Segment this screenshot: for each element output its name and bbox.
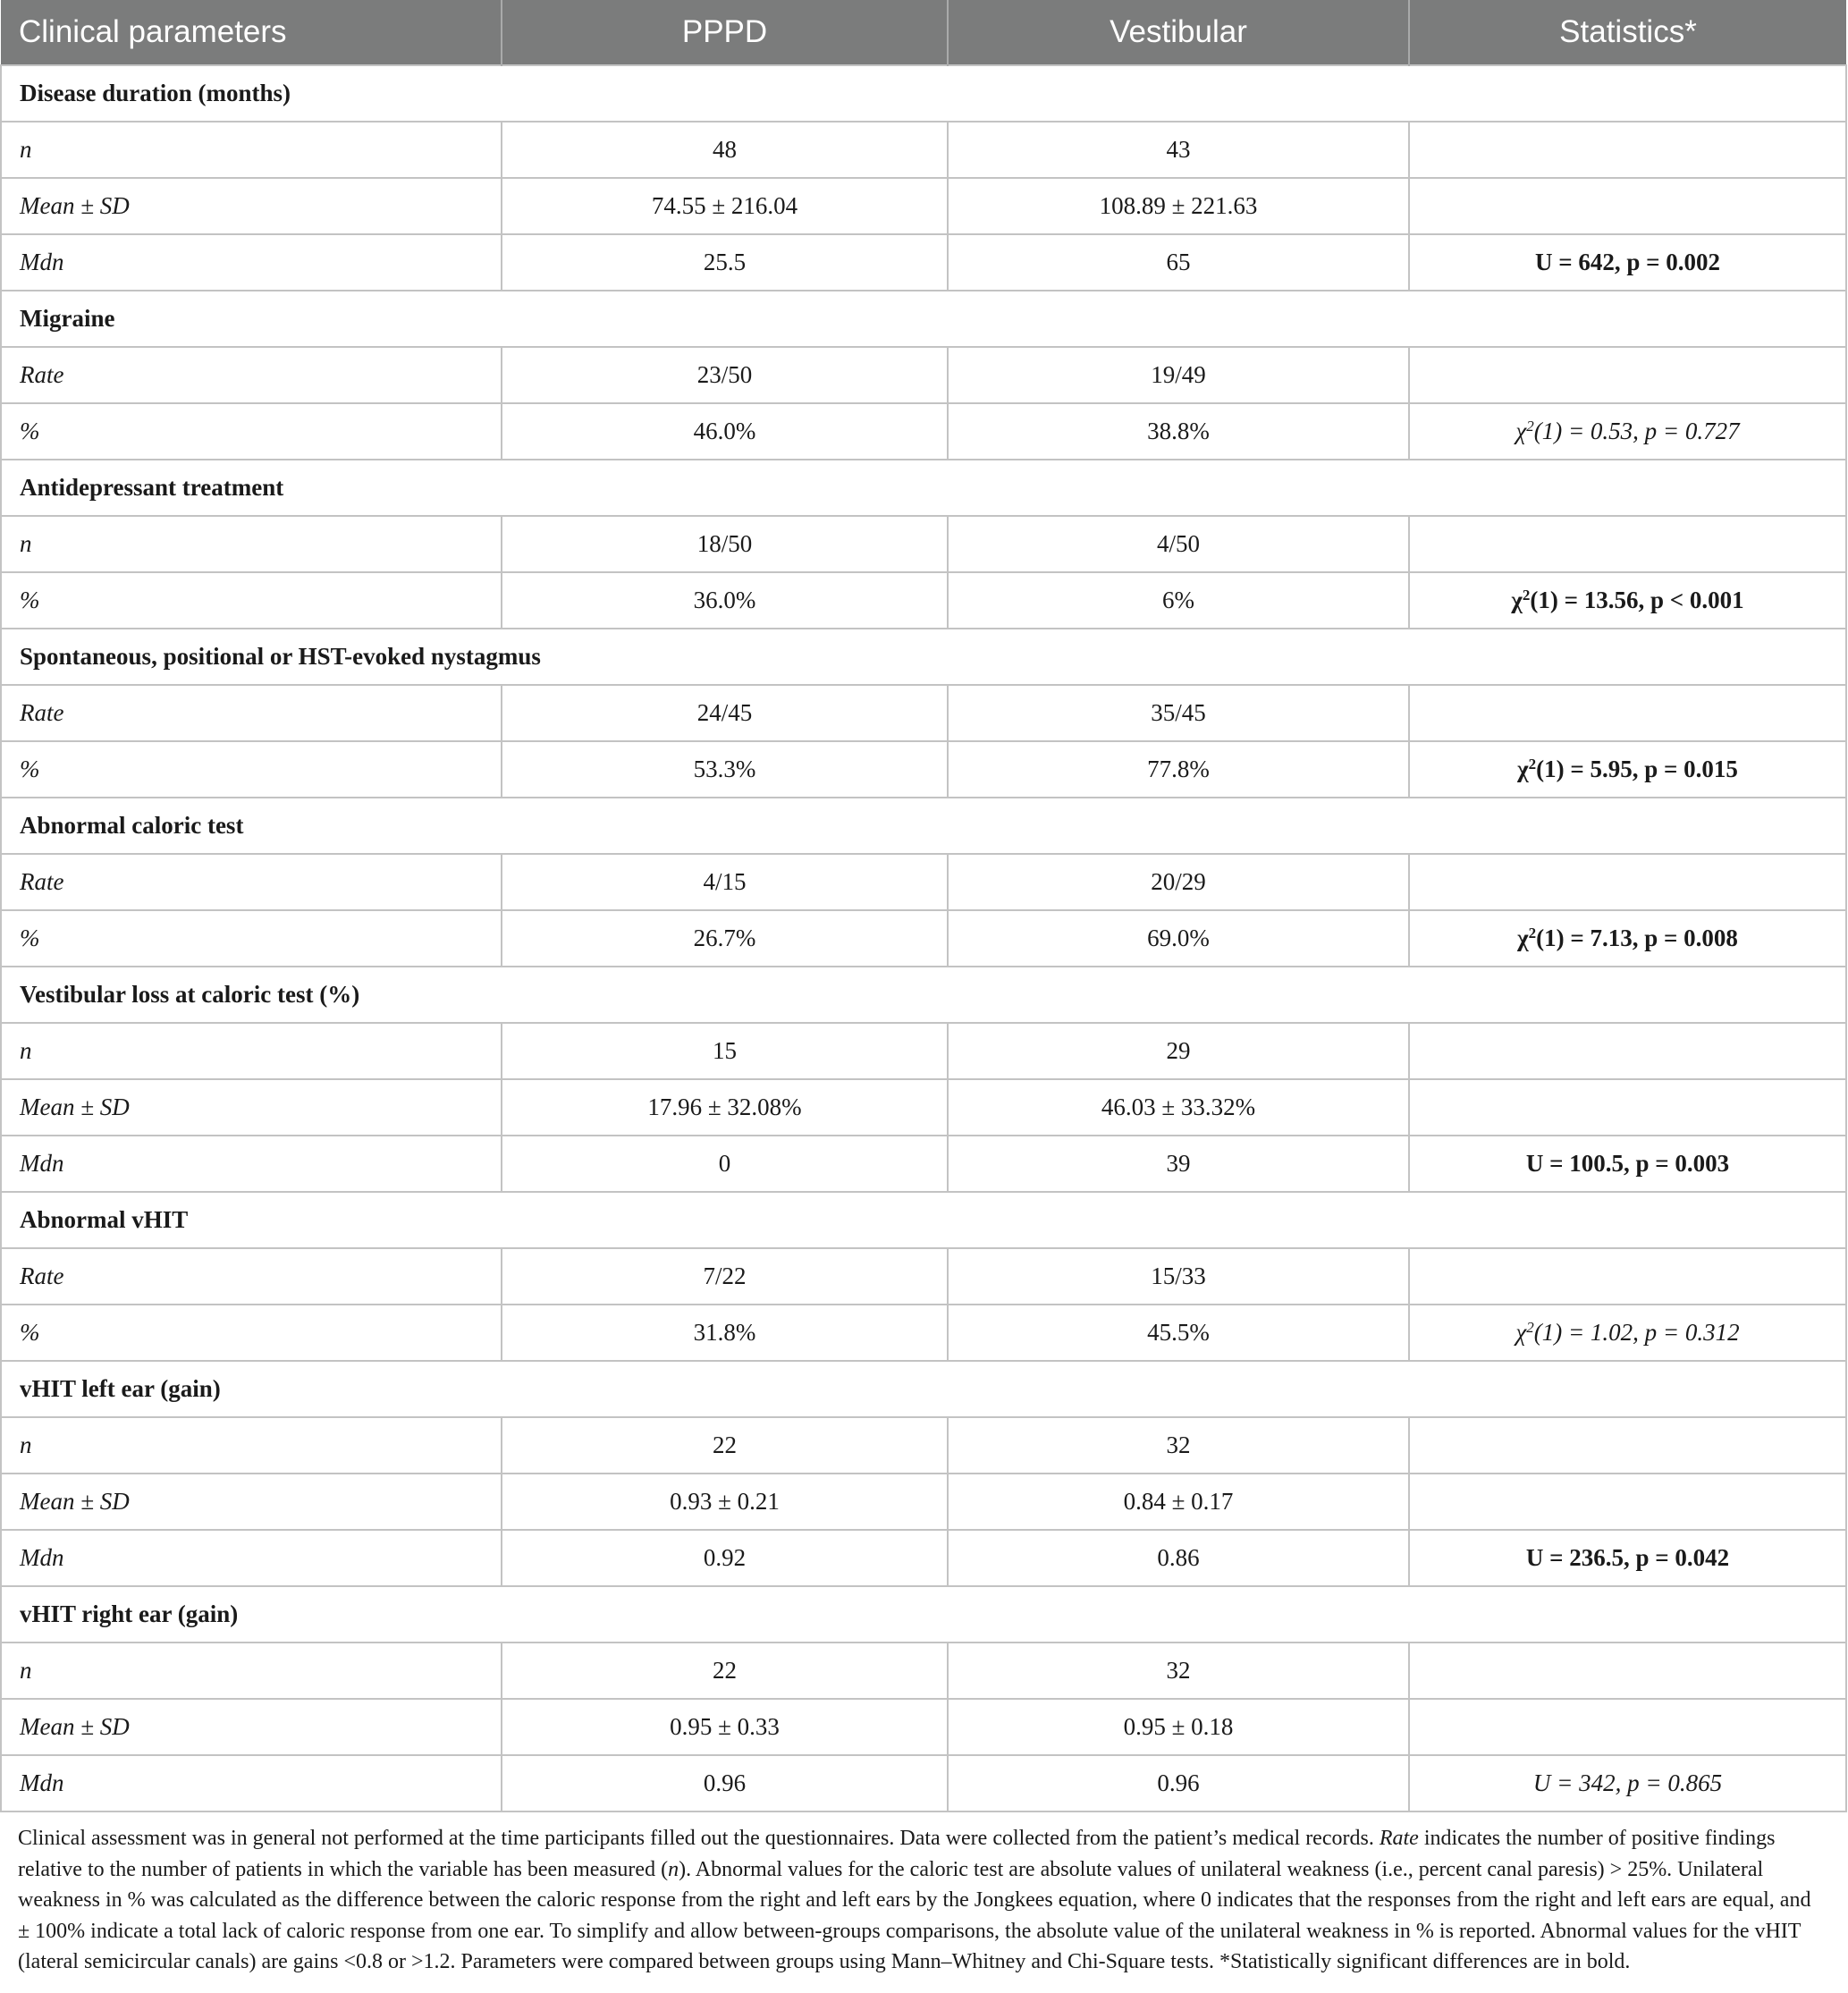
pppd-value: 53.3%: [502, 741, 948, 798]
vestibular-value: 20/29: [948, 854, 1409, 910]
vestibular-value: 0.95 ± 0.18: [948, 1699, 1409, 1755]
pppd-value: 15: [502, 1023, 948, 1079]
row-label: n: [1, 1023, 502, 1079]
chi-result: (1) = 7.13, p = 0.008: [1536, 925, 1738, 951]
section-title: vHIT right ear (gain): [1, 1586, 1846, 1643]
vestibular-value: 29: [948, 1023, 1409, 1079]
row-label: Rate: [1, 1248, 502, 1305]
statistics-value: [1409, 122, 1846, 178]
section-row: [1, 798, 1846, 854]
statistics-value: [1409, 741, 1846, 798]
vestibular-value: 39: [948, 1136, 1409, 1192]
row-label: Mdn: [1, 1136, 502, 1192]
section-row: [1, 1586, 1846, 1643]
pppd-value: 0: [502, 1136, 948, 1192]
table-row: [1, 1474, 1846, 1530]
statistics-value: U = 642, p = 0.002: [1409, 234, 1846, 291]
chi-symbol: χ: [1511, 587, 1523, 613]
row-label: Mean ± SD: [1, 1699, 502, 1755]
vestibular-value: 45.5%: [948, 1305, 1409, 1361]
vestibular-value: 0.96: [948, 1755, 1409, 1811]
chi-result: (1) = 5.95, p = 0.015: [1536, 756, 1738, 782]
row-label: Mean ± SD: [1, 1474, 502, 1530]
statistics-value: U = 100.5, p = 0.003: [1409, 1136, 1846, 1192]
statistics-value: [1409, 516, 1846, 572]
vestibular-value: 32: [948, 1643, 1409, 1699]
chi-result: (1) = 0.53, p = 0.727: [1533, 418, 1740, 444]
vestibular-value: 38.8%: [948, 403, 1409, 460]
vestibular-value: 4/50: [948, 516, 1409, 572]
footnote-part: indicates the number of positive findings relative to the number of patients in which the variable has been measured (: [18, 1827, 1776, 1881]
pppd-value: 0.95 ± 0.33: [502, 1699, 948, 1755]
chi-exponent: 2: [1526, 1319, 1534, 1336]
section-row: [1, 291, 1846, 347]
vestibular-value: 0.84 ± 0.17: [948, 1474, 1409, 1530]
row-label: Mdn: [1, 1755, 502, 1811]
vestibular-value: 108.89 ± 221.63: [948, 178, 1409, 234]
pppd-value: 22: [502, 1417, 948, 1474]
section-title: Abnormal vHIT: [1, 1192, 1846, 1248]
row-label: Mean ± SD: [1, 178, 502, 234]
row-label: n: [1, 122, 502, 178]
table-row: [1, 1079, 1846, 1136]
statistics-value: U = 236.5, p = 0.042: [1409, 1530, 1846, 1586]
statistics-value: [1409, 1699, 1846, 1755]
vestibular-value: 0.86: [948, 1530, 1409, 1586]
pppd-value: 23/50: [502, 347, 948, 403]
footnote-part: ). Abnormal values for the caloric test are absolute values of unilateral weakness (i.e., percent canal paresis) > 25%. Unilateral weakness in % was calculated as the difference between the caloric response from the right and left ears by the Jongkees equation, where 0 indicates that the responses from the right and left ears are equal, and ± 100% indicate a total lack of caloric response from one ear. To simplify and allow between-groups comparisons, the absolute value of the unilateral weakness in % is reported. Abnormal values for the vHIT (lateral semicircular canals) are gains <0.8 or >1.2. Parameters were compared between groups using Mann–Whitney and Chi-Square tests. *Statistically significant differences are in bold.: [18, 1857, 1811, 1973]
section-title: Abnormal caloric test: [1, 798, 1846, 854]
vestibular-value: 46.03 ± 33.32%: [948, 1079, 1409, 1136]
statistics-value: [1409, 1417, 1846, 1474]
statistics-value: [1409, 403, 1846, 460]
statistics-value: [1409, 1474, 1846, 1530]
footnote-rate-term: Rate: [1379, 1827, 1419, 1850]
vestibular-value: 19/49: [948, 347, 1409, 403]
pppd-value: 36.0%: [502, 572, 948, 629]
table-row: [1, 1305, 1846, 1361]
section-row: [1, 967, 1846, 1023]
chi-symbol: χ: [1515, 1319, 1527, 1346]
section-title: Disease duration (months): [1, 65, 1846, 122]
statistics-value: [1409, 347, 1846, 403]
row-label: %: [1, 572, 502, 629]
pppd-value: 31.8%: [502, 1305, 948, 1361]
statistics-value: [1409, 1079, 1846, 1136]
vestibular-value: 32: [948, 1417, 1409, 1474]
section-row: [1, 65, 1846, 122]
table-row: [1, 1023, 1846, 1079]
table-row: [1, 347, 1846, 403]
header-pppd: PPPD: [502, 0, 948, 65]
table-row: [1, 854, 1846, 910]
table-row: [1, 910, 1846, 967]
chi-symbol: χ: [1517, 925, 1529, 951]
pppd-value: 0.92: [502, 1530, 948, 1586]
table-row: [1, 234, 1846, 291]
table-row: [1, 516, 1846, 572]
vestibular-value: 35/45: [948, 685, 1409, 741]
statistics-value: [1409, 572, 1846, 629]
section-title: Migraine: [1, 291, 1846, 347]
row-label: Rate: [1, 685, 502, 741]
pppd-value: 7/22: [502, 1248, 948, 1305]
pppd-value: 18/50: [502, 516, 948, 572]
pppd-value: 0.96: [502, 1755, 948, 1811]
footnote-n-term: n: [668, 1857, 679, 1881]
table-row: [1, 685, 1846, 741]
table-row: [1, 1699, 1846, 1755]
table-row: [1, 1417, 1846, 1474]
vestibular-value: 43: [948, 122, 1409, 178]
chi-result: (1) = 13.56, p < 0.001: [1530, 587, 1744, 613]
table-row: [1, 1643, 1846, 1699]
pppd-value: 17.96 ± 32.08%: [502, 1079, 948, 1136]
row-label: n: [1, 516, 502, 572]
pppd-value: 74.55 ± 216.04: [502, 178, 948, 234]
row-label: %: [1, 741, 502, 798]
table-row: [1, 1248, 1846, 1305]
statistics-value: [1409, 854, 1846, 910]
header-clinical-parameters: Clinical parameters: [1, 0, 502, 65]
statistics-value: [1409, 178, 1846, 234]
row-label: Mdn: [1, 1530, 502, 1586]
chi-exponent: 2: [1528, 756, 1537, 773]
row-label: %: [1, 1305, 502, 1361]
pppd-value: 26.7%: [502, 910, 948, 967]
vestibular-value: 65: [948, 234, 1409, 291]
pppd-value: 46.0%: [502, 403, 948, 460]
chi-symbol: χ: [1517, 756, 1529, 782]
header-row: [1, 0, 1846, 65]
section-title: vHIT left ear (gain): [1, 1361, 1846, 1417]
header-statistics: Statistics*: [1409, 0, 1846, 65]
section-title: Vestibular loss at caloric test (%): [1, 967, 1846, 1023]
row-label: n: [1, 1417, 502, 1474]
header-vestibular: Vestibular: [948, 0, 1409, 65]
section-title: Antidepressant treatment: [1, 460, 1846, 516]
table-row: [1, 572, 1846, 629]
chi-exponent: 2: [1522, 587, 1531, 604]
vestibular-value: 15/33: [948, 1248, 1409, 1305]
section-row: [1, 1361, 1846, 1417]
statistics-value: [1409, 910, 1846, 967]
statistics-value: [1409, 685, 1846, 741]
pppd-value: 25.5: [502, 234, 948, 291]
table-row: [1, 1136, 1846, 1192]
pppd-value: 48: [502, 122, 948, 178]
pppd-value: 4/15: [502, 854, 948, 910]
vestibular-value: 6%: [948, 572, 1409, 629]
pppd-value: 0.93 ± 0.21: [502, 1474, 948, 1530]
row-label: %: [1, 403, 502, 460]
statistics-value: [1409, 1248, 1846, 1305]
section-title: Spontaneous, positional or HST-evoked nystagmus: [1, 629, 1846, 685]
table-row: [1, 1530, 1846, 1586]
statistics-value: [1409, 1305, 1846, 1361]
table-row: [1, 178, 1846, 234]
statistics-value: [1409, 1643, 1846, 1699]
section-row: [1, 460, 1846, 516]
table-row: [1, 1755, 1846, 1811]
vestibular-value: 69.0%: [948, 910, 1409, 967]
statistics-value: U = 342, p = 0.865: [1409, 1755, 1846, 1811]
chi-result: (1) = 1.02, p = 0.312: [1533, 1319, 1740, 1346]
pppd-value: 24/45: [502, 685, 948, 741]
statistics-value: [1409, 1023, 1846, 1079]
pppd-value: 22: [502, 1643, 948, 1699]
table-row: [1, 403, 1846, 460]
row-label: Rate: [1, 347, 502, 403]
section-row: [1, 629, 1846, 685]
chi-symbol: χ: [1515, 418, 1527, 444]
row-label: Mean ± SD: [1, 1079, 502, 1136]
chi-exponent: 2: [1526, 418, 1534, 435]
row-label: %: [1, 910, 502, 967]
row-label: Rate: [1, 854, 502, 910]
row-label: Mdn: [1, 234, 502, 291]
vestibular-value: 77.8%: [948, 741, 1409, 798]
table-footnote: [0, 1812, 1845, 1978]
table-row: [1, 741, 1846, 798]
table-row: [1, 122, 1846, 178]
row-label: n: [1, 1643, 502, 1699]
chi-exponent: 2: [1528, 925, 1537, 942]
footnote-part: Clinical assessment was in general not performed at the time participants filled out the questionnaires. Data were collected from the patient’s medical records.: [18, 1827, 1380, 1850]
section-row: [1, 1192, 1846, 1248]
